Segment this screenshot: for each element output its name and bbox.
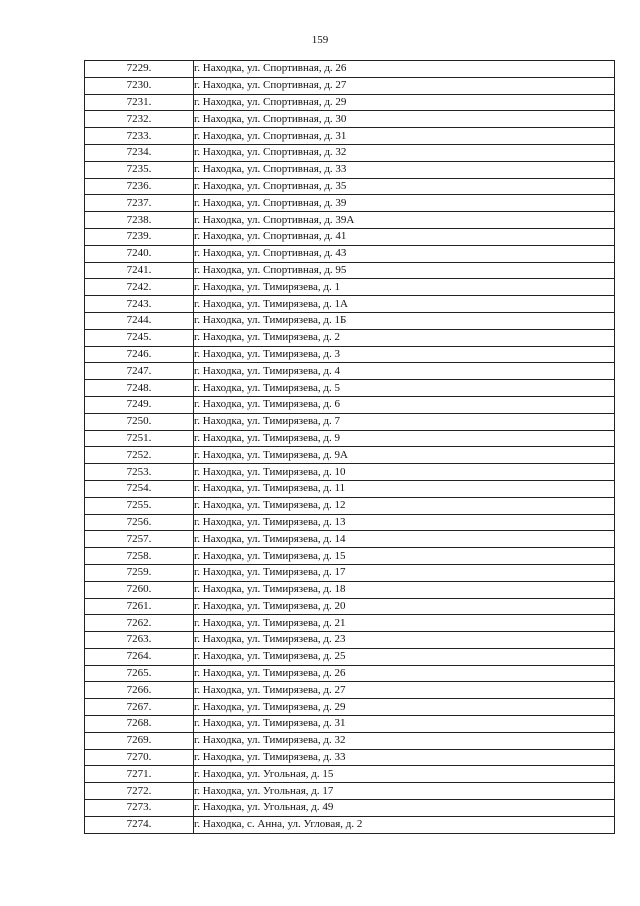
row-number: 7243. [85,296,194,313]
row-number: 7239. [85,228,194,245]
table-row [85,329,615,346]
row-address: г. Находка, ул. Тимирязева, д. 1Б [194,312,615,329]
row-number: 7261. [85,598,194,615]
row-address: г. Находка, ул. Угольная, д. 17 [194,783,615,800]
row-number: 7270. [85,749,194,766]
table-row [85,111,615,128]
row-number: 7255. [85,497,194,514]
table-row [85,346,615,363]
row-number: 7268. [85,716,194,733]
row-address: г. Находка, ул. Тимирязева, д. 11 [194,480,615,497]
row-address: г. Находка, ул. Угольная, д. 15 [194,766,615,783]
row-address: г. Находка, ул. Тимирязева, д. 31 [194,716,615,733]
row-address: г. Находка, ул. Тимирязева, д. 3 [194,346,615,363]
table-row [85,61,615,78]
row-address: г. Находка, ул. Тимирязева, д. 25 [194,648,615,665]
row-number: 7269. [85,732,194,749]
row-number: 7236. [85,178,194,195]
row-number: 7238. [85,212,194,229]
row-address: г. Находка, ул. Тимирязева, д. 13 [194,514,615,531]
table-row [85,497,615,514]
row-number: 7257. [85,531,194,548]
row-address: г. Находка, ул. Спортивная, д. 41 [194,228,615,245]
row-address: г. Находка, ул. Тимирязева, д. 33 [194,749,615,766]
row-address: г. Находка, ул. Тимирязева, д. 21 [194,615,615,632]
row-number: 7272. [85,783,194,800]
row-number: 7256. [85,514,194,531]
row-address: г. Находка, ул. Спортивная, д. 29 [194,94,615,111]
row-address: г. Находка, ул. Тимирязева, д. 32 [194,732,615,749]
row-address: г. Находка, ул. Тимирязева, д. 9А [194,447,615,464]
table-row [85,564,615,581]
row-number: 7247. [85,363,194,380]
address-table [84,60,615,834]
table-row [85,598,615,615]
row-number: 7253. [85,464,194,481]
row-number: 7259. [85,564,194,581]
table-row [85,363,615,380]
table-row [85,262,615,279]
table-row [85,212,615,229]
row-number: 7274. [85,816,194,833]
row-address: г. Находка, ул. Тимирязева, д. 12 [194,497,615,514]
row-address: г. Находка, ул. Тимирязева, д. 20 [194,598,615,615]
row-address: г. Находка, ул. Тимирязева, д. 15 [194,548,615,565]
row-address: г. Находка, ул. Спортивная, д. 33 [194,161,615,178]
row-address: г. Находка, ул. Тимирязева, д. 29 [194,699,615,716]
table-row [85,245,615,262]
row-number: 7273. [85,800,194,817]
table-row [85,413,615,430]
row-address: г. Находка, ул. Тимирязева, д. 4 [194,363,615,380]
address-table-body [85,61,615,834]
table-row [85,732,615,749]
row-number: 7229. [85,61,194,78]
row-address: г. Находка, ул. Тимирязева, д. 1 [194,279,615,296]
table-row [85,312,615,329]
row-address: г. Находка, ул. Тимирязева, д. 6 [194,396,615,413]
row-address: г. Находка, ул. Тимирязева, д. 14 [194,531,615,548]
table-row [85,161,615,178]
table-row [85,178,615,195]
row-address: г. Находка, ул. Спортивная, д. 39А [194,212,615,229]
row-number: 7245. [85,329,194,346]
row-address: г. Находка, ул. Тимирязева, д. 17 [194,564,615,581]
table-row [85,228,615,245]
table-row [85,632,615,649]
row-number: 7251. [85,430,194,447]
table-row [85,665,615,682]
row-number: 7237. [85,195,194,212]
table-row [85,396,615,413]
row-address: г. Находка, ул. Спортивная, д. 95 [194,262,615,279]
table-row [85,279,615,296]
row-address: г. Находка, ул. Спортивная, д. 39 [194,195,615,212]
row-address: г. Находка, ул. Спортивная, д. 31 [194,128,615,145]
row-number: 7267. [85,699,194,716]
table-row [85,430,615,447]
table-row [85,380,615,397]
row-address: г. Находка, ул. Угольная, д. 49 [194,800,615,817]
table-row [85,648,615,665]
table-row [85,464,615,481]
row-number: 7258. [85,548,194,565]
row-number: 7262. [85,615,194,632]
table-row [85,77,615,94]
table-row [85,531,615,548]
row-number: 7266. [85,682,194,699]
table-row [85,581,615,598]
row-address: г. Находка, ул. Тимирязева, д. 23 [194,632,615,649]
row-address: г. Находка, ул. Спортивная, д. 27 [194,77,615,94]
row-number: 7244. [85,312,194,329]
table-row [85,749,615,766]
row-address: г. Находка, ул. Спортивная, д. 30 [194,111,615,128]
row-number: 7250. [85,413,194,430]
row-number: 7254. [85,480,194,497]
table-row [85,682,615,699]
table-row [85,296,615,313]
table-row [85,800,615,817]
table-row [85,548,615,565]
row-number: 7263. [85,632,194,649]
row-address: г. Находка, ул. Тимирязева, д. 1А [194,296,615,313]
page-number: 159 [311,34,329,46]
table-row [85,615,615,632]
table-row [85,716,615,733]
row-number: 7233. [85,128,194,145]
row-number: 7230. [85,77,194,94]
table-row [85,447,615,464]
row-number: 7232. [85,111,194,128]
row-address: г. Находка, ул. Тимирязева, д. 2 [194,329,615,346]
row-number: 7260. [85,581,194,598]
row-number: 7249. [85,396,194,413]
row-address: г. Находка, ул. Тимирязева, д. 10 [194,464,615,481]
table-row [85,816,615,833]
table-row [85,783,615,800]
row-address: г. Находка, ул. Тимирязева, д. 7 [194,413,615,430]
row-address: г. Находка, ул. Спортивная, д. 43 [194,245,615,262]
row-number: 7252. [85,447,194,464]
row-address: г. Находка, ул. Тимирязева, д. 5 [194,380,615,397]
row-address: г. Находка, ул. Спортивная, д. 32 [194,144,615,161]
row-number: 7242. [85,279,194,296]
row-number: 7248. [85,380,194,397]
row-address: г. Находка, ул. Спортивная, д. 26 [194,61,615,78]
row-address: г. Находка, ул. Тимирязева, д. 18 [194,581,615,598]
row-number: 7246. [85,346,194,363]
table-row [85,699,615,716]
row-number: 7241. [85,262,194,279]
row-address: г. Находка, ул. Тимирязева, д. 27 [194,682,615,699]
row-number: 7271. [85,766,194,783]
table-row [85,128,615,145]
row-address: г. Находка, с. Анна, ул. Угловая, д. 2 [194,816,615,833]
table-row [85,195,615,212]
row-address: г. Находка, ул. Тимирязева, д. 9 [194,430,615,447]
table-row [85,480,615,497]
table-row [85,94,615,111]
table-row [85,144,615,161]
row-number: 7265. [85,665,194,682]
table-row [85,514,615,531]
table-row [85,766,615,783]
row-address: г. Находка, ул. Спортивная, д. 35 [194,178,615,195]
row-number: 7240. [85,245,194,262]
row-number: 7231. [85,94,194,111]
row-address: г. Находка, ул. Тимирязева, д. 26 [194,665,615,682]
row-number: 7264. [85,648,194,665]
row-number: 7234. [85,144,194,161]
row-number: 7235. [85,161,194,178]
